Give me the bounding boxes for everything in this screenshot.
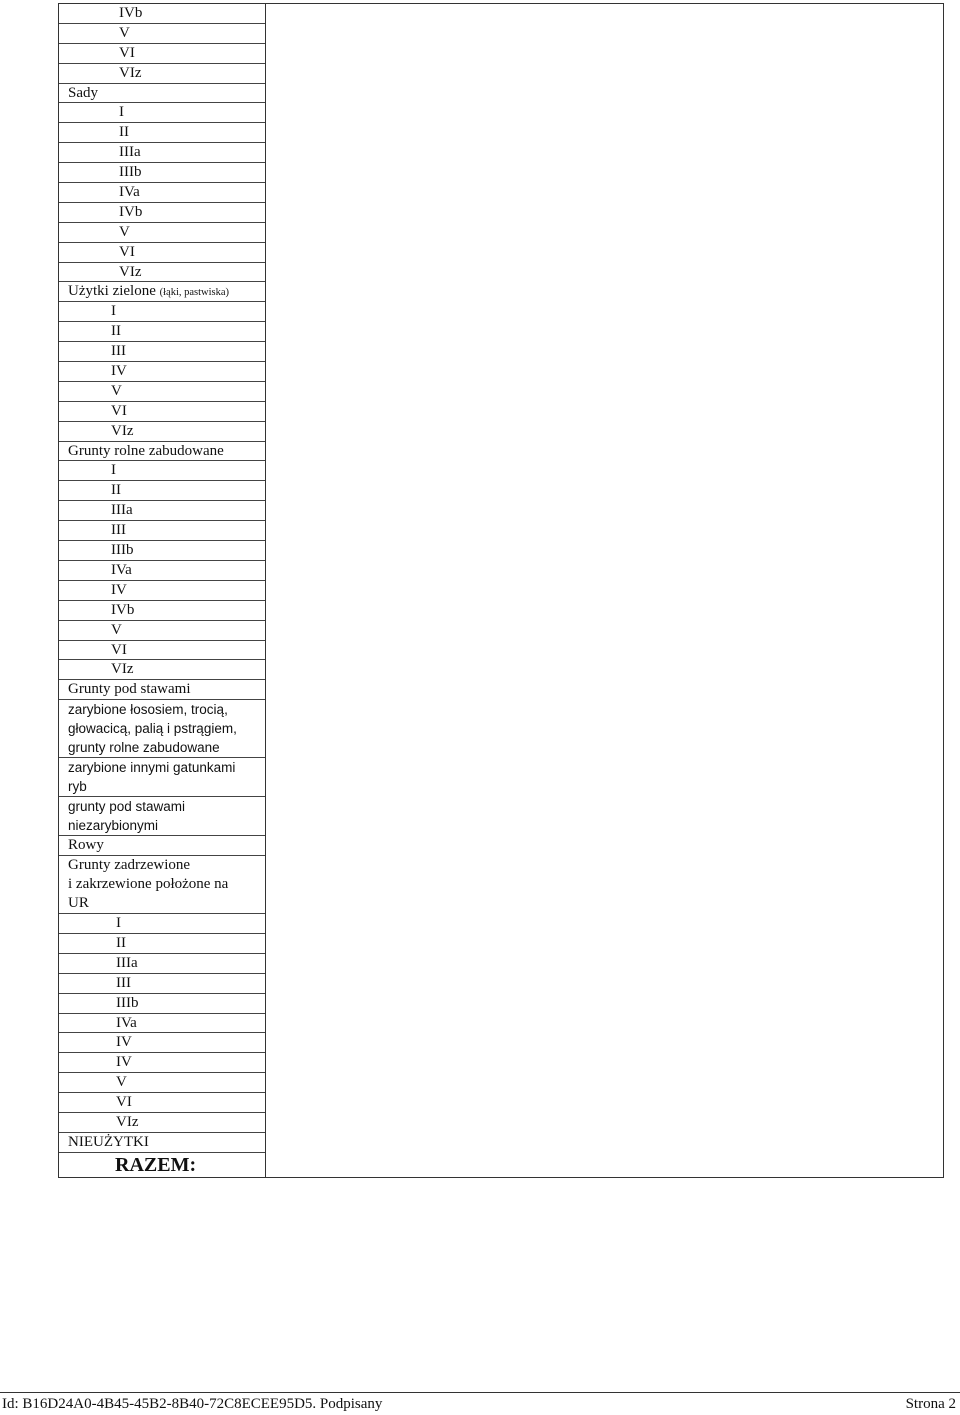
table-row xyxy=(59,836,265,856)
table-row xyxy=(59,1093,265,1113)
table-row xyxy=(59,183,265,203)
land-classification-table xyxy=(58,3,944,1178)
soil-class-label: I xyxy=(111,462,116,479)
soil-class-label: VIz xyxy=(119,263,142,280)
table-row xyxy=(59,521,265,541)
table-row xyxy=(59,1133,265,1153)
table-row xyxy=(59,223,265,243)
table-row xyxy=(59,203,265,223)
soil-class-label: V xyxy=(111,621,122,638)
table-row xyxy=(59,282,265,302)
row-text-line: UR xyxy=(68,895,89,912)
page-footer xyxy=(0,1392,960,1415)
table-row xyxy=(59,243,265,263)
soil-class-label: VIz xyxy=(116,1113,139,1130)
soil-class-label: IVa xyxy=(116,1014,137,1031)
category-label: Rowy xyxy=(68,837,104,854)
soil-class-label: IV xyxy=(111,363,127,380)
table-row xyxy=(59,1033,265,1053)
category-note: (łąki, pastwiska) xyxy=(159,287,230,299)
soil-class-label: VI xyxy=(116,1094,132,1111)
table-row xyxy=(59,103,265,123)
soil-class-label: IVa xyxy=(111,561,132,578)
row-text-line: głowacicą, palią i pstrągiem, xyxy=(68,721,237,737)
table-row xyxy=(59,461,265,481)
soil-class-label: IVb xyxy=(119,203,143,220)
table-row xyxy=(59,581,265,601)
table-row xyxy=(59,601,265,621)
table-row xyxy=(59,758,265,797)
table-row xyxy=(59,263,265,283)
row-text-line: i zakrzewione położone na xyxy=(68,876,229,893)
table-row xyxy=(59,422,265,442)
table-row xyxy=(59,621,265,641)
soil-class-label: IVb xyxy=(119,5,143,21)
soil-class-label: II xyxy=(116,934,126,951)
table-row xyxy=(59,541,265,561)
table-row xyxy=(59,64,265,84)
table-row xyxy=(59,322,265,342)
category-label: Grunty pod stawami xyxy=(68,681,191,698)
table-label-column xyxy=(59,4,265,1177)
soil-class-label: IIIa xyxy=(111,502,133,519)
table-row xyxy=(59,123,265,143)
table-row xyxy=(59,402,265,422)
category-label: NIEUŻYTKI xyxy=(68,1133,149,1150)
soil-class-label: VI xyxy=(119,44,135,61)
soil-class-label: IIIa xyxy=(119,144,141,161)
soil-class-label: IV xyxy=(111,581,127,598)
soil-class-label: VI xyxy=(119,243,135,260)
soil-class-label: IV xyxy=(116,1034,132,1051)
table-row xyxy=(59,1073,265,1093)
table-row xyxy=(59,1014,265,1034)
soil-class-label: V xyxy=(111,382,122,399)
soil-class-label: II xyxy=(119,124,129,141)
table-row xyxy=(59,302,265,322)
row-text-line: grunty rolne zabudowane xyxy=(68,740,220,756)
document-id: Id: B16D24A0-4B45-45B2-8B40-72C8ECEE95D5. Podpisany xyxy=(2,1396,383,1412)
soil-class-label: IVb xyxy=(111,601,135,618)
table-row xyxy=(59,44,265,64)
table-row xyxy=(59,481,265,501)
table-row xyxy=(59,660,265,680)
table-row xyxy=(59,24,265,44)
table-row xyxy=(59,342,265,362)
soil-class-label: III xyxy=(111,343,126,360)
table-row xyxy=(59,934,265,954)
soil-class-label: V xyxy=(116,1074,127,1091)
soil-class-label: IV xyxy=(116,1054,132,1071)
table-row xyxy=(59,856,265,914)
soil-class-label: VIz xyxy=(119,64,142,81)
table-row xyxy=(59,442,265,462)
soil-class-label: III xyxy=(111,522,126,539)
soil-class-label: I xyxy=(111,303,116,320)
row-text-line: grunty pod stawami xyxy=(68,799,186,815)
table-row xyxy=(59,143,265,163)
soil-class-label: II xyxy=(111,323,121,340)
row-text-line: zarybione łososiem, trocią, xyxy=(68,702,228,718)
table-row xyxy=(59,700,265,758)
total-label: RAZEM: xyxy=(115,1153,197,1176)
table-row xyxy=(59,1113,265,1133)
row-text-line: Grunty zadrzewione xyxy=(68,857,191,874)
soil-class-label: VI xyxy=(111,641,127,658)
table-row xyxy=(59,797,265,836)
soil-class-label: IIIb xyxy=(116,994,139,1011)
column-divider xyxy=(265,4,266,1177)
category-label: Użytki zielone xyxy=(68,283,156,300)
table-row xyxy=(59,994,265,1014)
soil-class-label: II xyxy=(111,482,121,499)
page-number: Strona 2 xyxy=(905,1396,956,1412)
table-row xyxy=(59,163,265,183)
row-text-line: ryb xyxy=(68,779,87,795)
category-label: Sady xyxy=(68,84,98,101)
table-row xyxy=(59,561,265,581)
total-row xyxy=(59,1153,265,1177)
table-row xyxy=(59,1053,265,1073)
soil-class-label: IIIb xyxy=(119,164,142,181)
table-row xyxy=(59,680,265,700)
row-text-line: zarybione innymi gatunkami xyxy=(68,760,236,776)
table-row xyxy=(59,4,265,24)
table-row xyxy=(59,501,265,521)
soil-class-label: VI xyxy=(111,402,127,419)
soil-class-label: I xyxy=(119,104,124,121)
table-row xyxy=(59,641,265,661)
table-row xyxy=(59,974,265,994)
soil-class-label: VIz xyxy=(111,661,134,678)
soil-class-label: VIz xyxy=(111,422,134,439)
row-text-line: niezarybionymi xyxy=(68,818,159,834)
soil-class-label: IIIb xyxy=(111,542,134,559)
table-row xyxy=(59,954,265,974)
table-row xyxy=(59,362,265,382)
table-row xyxy=(59,914,265,934)
soil-class-label: III xyxy=(116,974,131,991)
table-row xyxy=(59,382,265,402)
soil-class-label: IIIa xyxy=(116,954,138,971)
soil-class-label: I xyxy=(116,915,121,932)
table-row xyxy=(59,84,265,104)
soil-class-label: IVa xyxy=(119,184,140,201)
soil-class-label: V xyxy=(119,24,130,41)
category-label: Grunty rolne zabudowane xyxy=(68,442,224,459)
soil-class-label: V xyxy=(119,223,130,240)
